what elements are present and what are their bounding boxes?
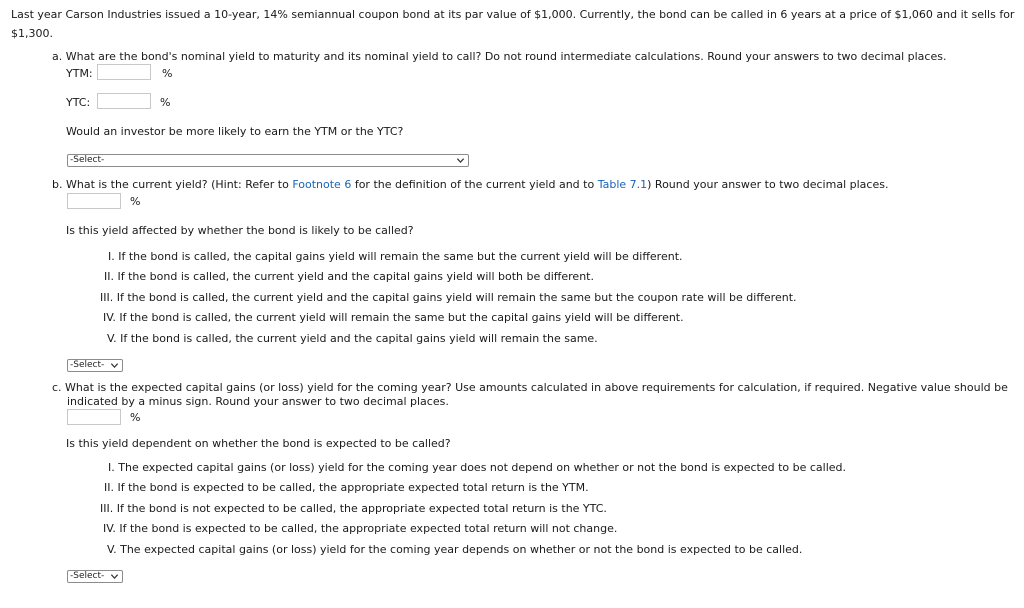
list-item (100, 502, 607, 516)
option-number: V. (107, 543, 117, 556)
ytc-input[interactable] (97, 93, 151, 109)
option-number: III. (100, 502, 114, 515)
option-text: If the bond is not expected to be called, the appropriate expected total return is the YTC. (116, 502, 607, 515)
capital-gains-yield-input[interactable] (67, 409, 121, 425)
list-item (104, 270, 594, 284)
part-c-select-value: -Select- (70, 571, 105, 581)
list-item (107, 543, 802, 557)
ytc-label: YTC: (66, 96, 91, 109)
current-yield-input[interactable] (67, 193, 121, 209)
list-item (104, 481, 589, 495)
problem-intro: Last year Carson Industries issued a 10-year, 14% semiannual coupon bond at its par value of $1,000. Currently, the bond can be called in 6 years at a price of $1,060 and it sells for $1,300. (11, 8, 1015, 40)
option-number: I. (108, 461, 115, 474)
table-7-1-link[interactable]: Table 7.1 (597, 178, 648, 191)
part-a-select[interactable] (67, 154, 469, 167)
list-item (103, 311, 684, 325)
part-a-question: a. What are the bond's nominal yield to maturity and its nominal yield to call? Do not round intermediate calculations. Round your answers to two decimal places. (52, 50, 947, 63)
list-item (103, 522, 617, 536)
part-b-question-prefix: b. What is the current yield? (Hint: Refer to (52, 178, 293, 191)
list-item (100, 291, 797, 305)
option-number: V. (107, 332, 117, 345)
footnote-6-link[interactable]: Footnote 6 (292, 178, 352, 191)
option-text: If the bond is called, the current yield will remain the same but the capital gains yield will be different. (119, 311, 684, 324)
part-b-question-mid: for the definition of the current yield and to (351, 178, 598, 191)
option-text: If the bond is expected to be called, the appropriate expected total return will not change. (119, 522, 618, 535)
part-a-followup: Would an investor be more likely to earn the YTM or the YTC? (66, 125, 404, 138)
option-number: III. (100, 291, 114, 304)
part-c-followup: Is this yield dependent on whether the bond is expected to be called? (66, 437, 451, 450)
current-yield-percent: % (130, 195, 141, 208)
chevron-down-icon (456, 156, 465, 165)
part-a-select-value: -Select- (70, 155, 105, 165)
part-b-select[interactable] (67, 359, 123, 372)
part-b-question-suffix: ) Round your answer to two decimal places. (647, 178, 889, 191)
option-number: IV. (103, 522, 116, 535)
option-number: IV. (103, 311, 116, 324)
ytm-input[interactable] (97, 64, 151, 80)
option-text: If the bond is called, the current yield and the capital gains yield will remain the same but the coupon rate will be different. (116, 291, 797, 304)
part-b-followup: Is this yield affected by whether the bond is likely to be called? (66, 224, 414, 237)
ytc-percent: % (160, 96, 171, 109)
part-c-question-line2: indicated by a minus sign. Round your answer to two decimal places. (67, 395, 449, 408)
option-number: II. (104, 270, 114, 283)
option-text: If the bond is called, the current yield and the capital gains yield will both be different. (117, 270, 594, 283)
capital-gains-yield-percent: % (130, 411, 141, 424)
list-item (108, 461, 846, 475)
chevron-down-icon (110, 572, 119, 581)
part-c-select[interactable] (67, 570, 123, 583)
option-text: If the bond is called, the current yield and the capital gains yield will remain the same. (120, 332, 598, 345)
part-c-question-line1: c. What is the expected capital gains (or loss) yield for the coming year? Use amounts calculated in above requirements for calculation, if required. Negative value should be (52, 381, 1008, 394)
option-number: II. (104, 481, 114, 494)
ytm-label: YTM: (66, 67, 93, 80)
list-item (107, 332, 598, 346)
option-text: If the bond is called, the capital gains yield will remain the same but the current yield will be different. (118, 250, 683, 263)
list-item (108, 250, 683, 264)
part-b-question (52, 178, 888, 191)
part-b-select-value: -Select- (70, 360, 105, 370)
option-number: I. (108, 250, 115, 263)
option-text: If the bond is expected to be called, the appropriate expected total return is the YTM. (117, 481, 589, 494)
option-text: The expected capital gains (or loss) yield for the coming year does not depend on whether or not the bond is expected to be called. (118, 461, 847, 474)
chevron-down-icon (110, 361, 119, 370)
ytm-percent: % (162, 67, 173, 80)
option-text: The expected capital gains (or loss) yield for the coming year depends on whether or not the bond is expected to be called. (120, 543, 803, 556)
